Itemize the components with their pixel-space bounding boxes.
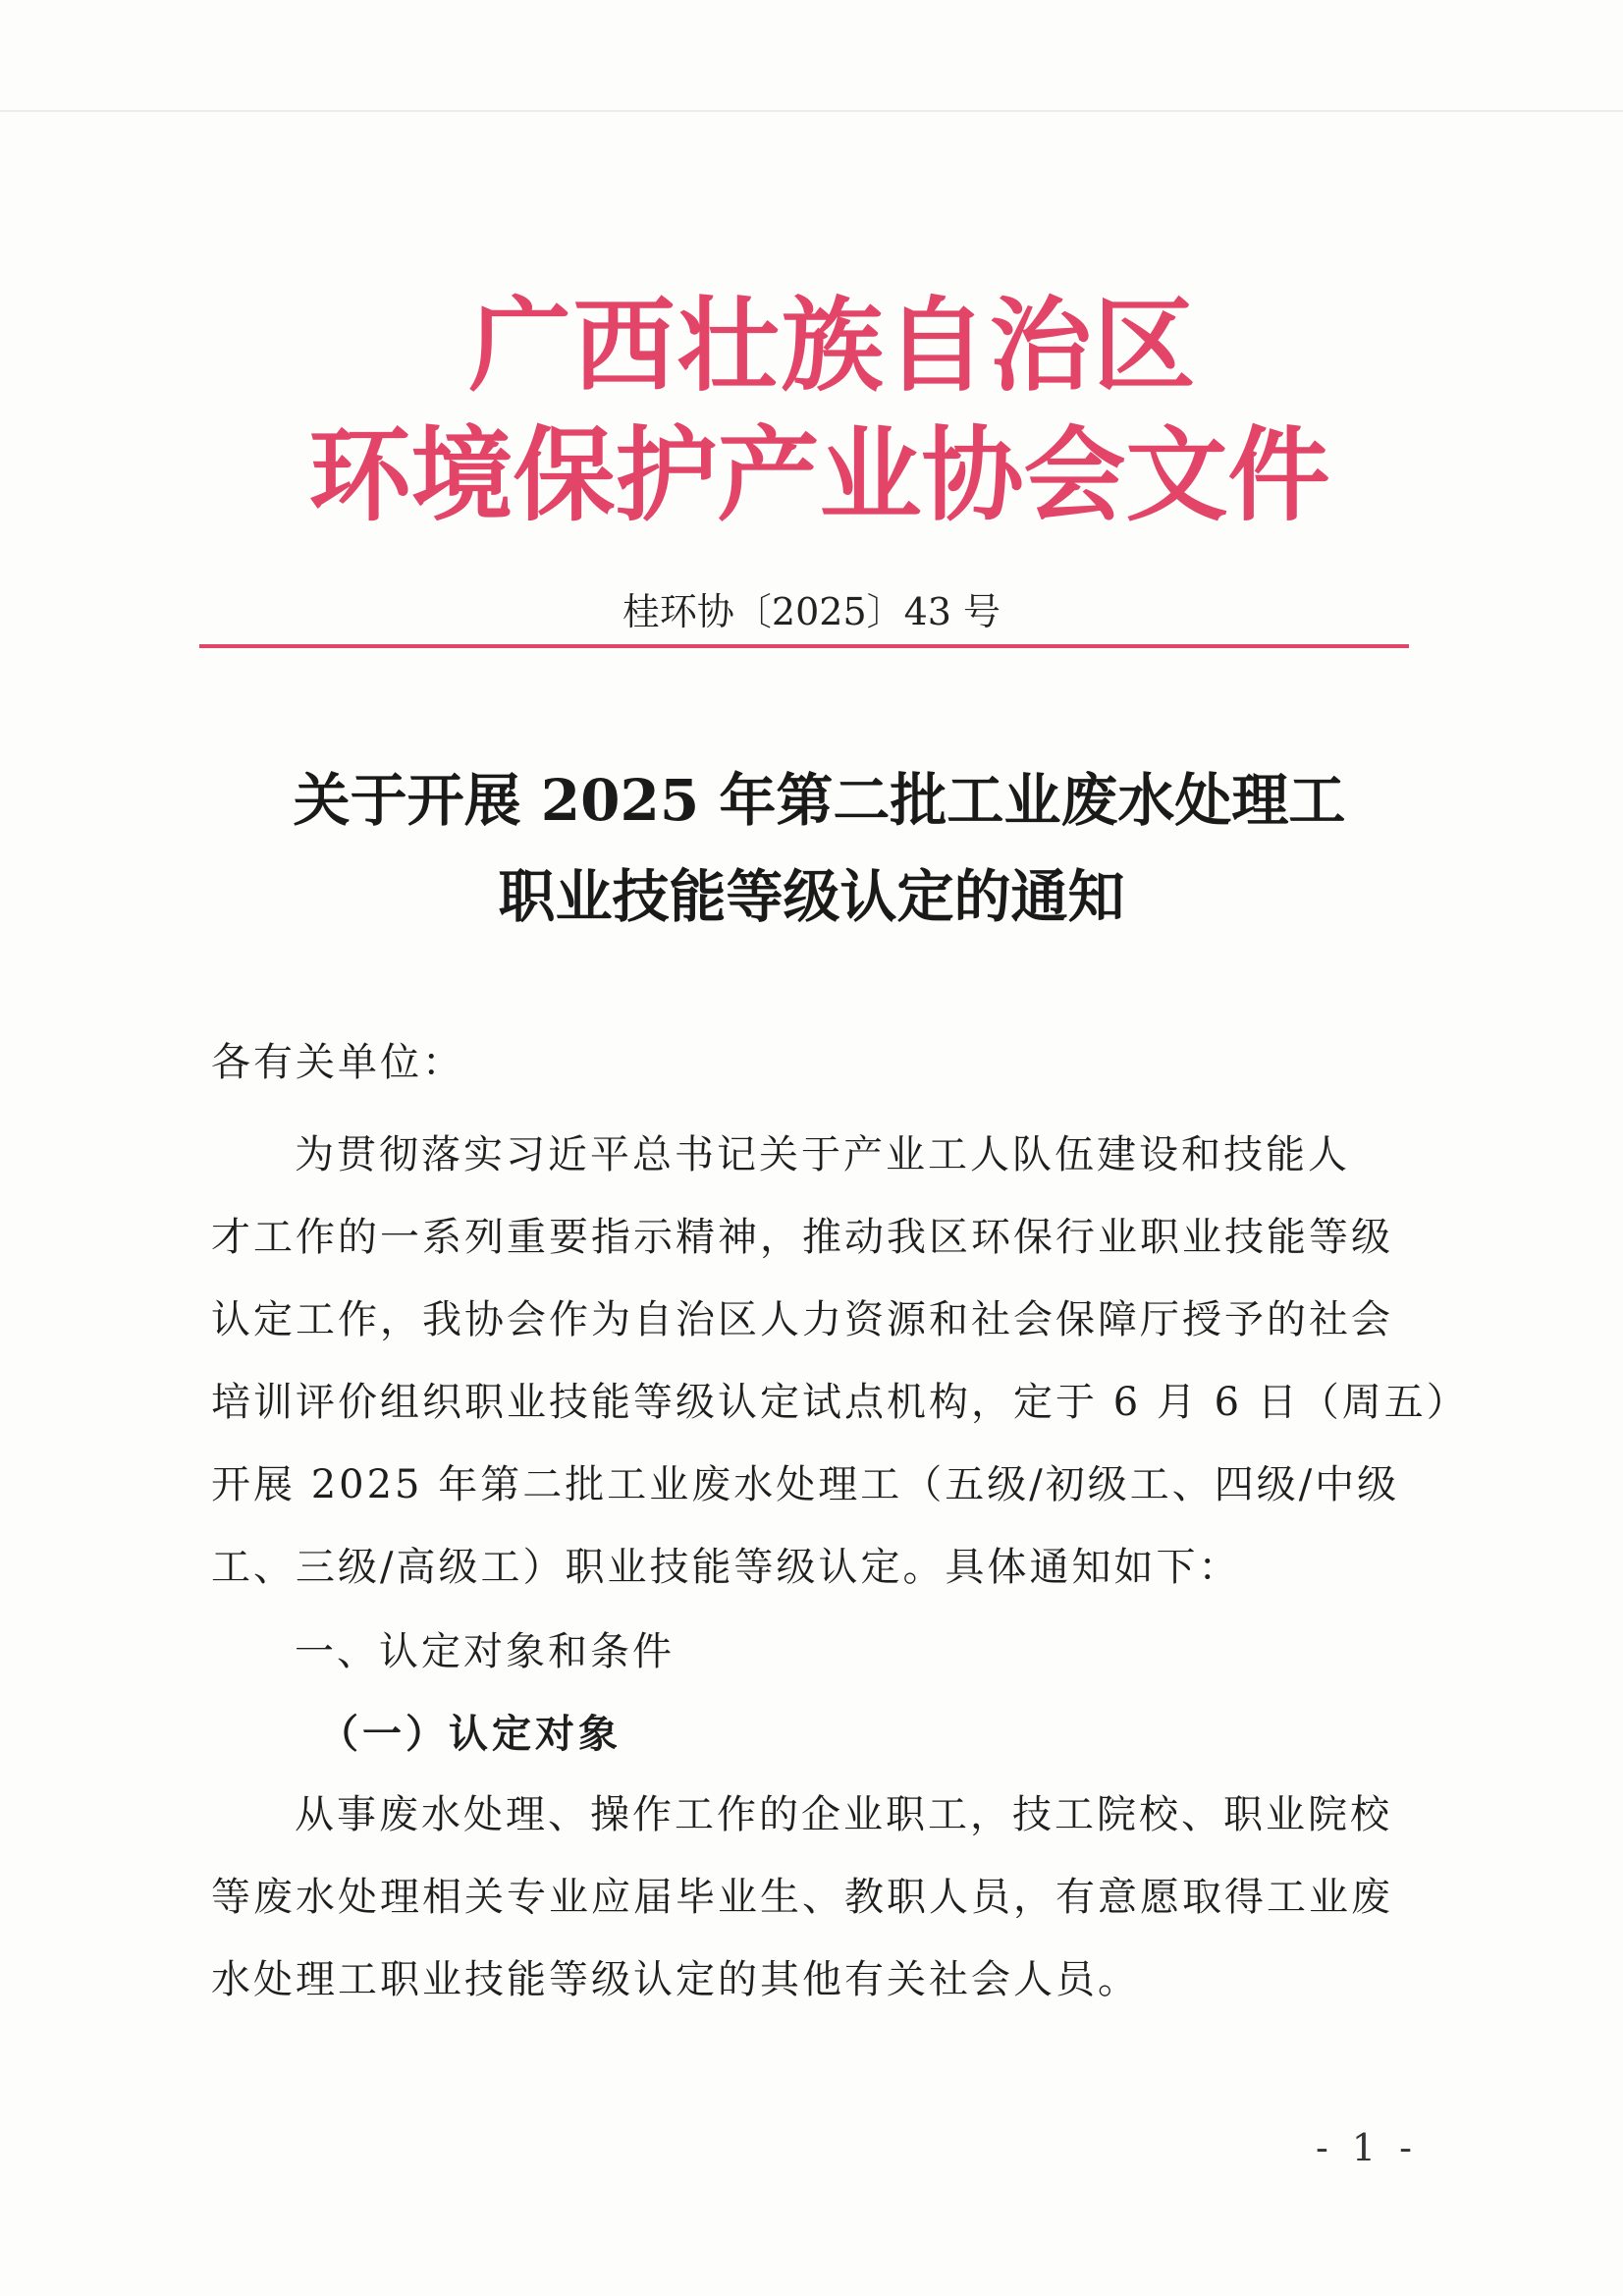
issuing-organization-line-1: 广西壮族自治区 bbox=[468, 285, 1198, 406]
red-divider-line bbox=[199, 644, 1409, 648]
document-number: 桂环协〔2025〕43 号 bbox=[622, 590, 1001, 633]
paragraph-1-line: 才工作的一系列重要指示精神，推动我区环保行业职业技能等级 bbox=[211, 1215, 1393, 1260]
issuing-organization-line-2: 环境保护产业协会文件 bbox=[308, 414, 1330, 535]
subsection-heading: （一）认定对象 bbox=[319, 1711, 622, 1757]
section-heading: 一、认定对象和条件 bbox=[295, 1629, 675, 1674]
paragraph-2-line: 等废水处理相关专业应届毕业生、教职人员，有意愿取得工业废 bbox=[211, 1875, 1393, 1920]
paragraph-2-line: 水处理工职业技能等级认定的其他有关社会人员。 bbox=[211, 1957, 1140, 2002]
notice-title-line-1: 关于开展 2025 年第二批工业废水处理工 bbox=[293, 767, 1346, 834]
scan-edge-line bbox=[0, 110, 1623, 112]
paragraph-1-line: 认定工作，我协会作为自治区人力资源和社会保障厅授予的社会 bbox=[211, 1297, 1393, 1342]
paragraph-2-line: 从事废水处理、操作工作的企业职工，技工院校、职业院校 bbox=[295, 1792, 1392, 1837]
paragraph-1-line: 培训评价组织职业技能等级认定试点机构，定于 6 月 6 日（周五） bbox=[211, 1380, 1469, 1425]
notice-title-line-2: 职业技能等级认定的通知 bbox=[498, 863, 1125, 930]
salutation: 各有关单位： bbox=[211, 1040, 464, 1085]
paragraph-1-line: 开展 2025 年第二批工业废水处理工（五级/初级工、四级/中级 bbox=[211, 1462, 1400, 1507]
paragraph-1-line: 为贯彻落实习近平总书记关于产业工人队伍建设和技能人 bbox=[295, 1132, 1350, 1177]
paragraph-1-line: 工、三级/高级工）职业技能等级认定。具体通知如下： bbox=[211, 1545, 1241, 1590]
page-number: - 1 - bbox=[1316, 2126, 1419, 2169]
